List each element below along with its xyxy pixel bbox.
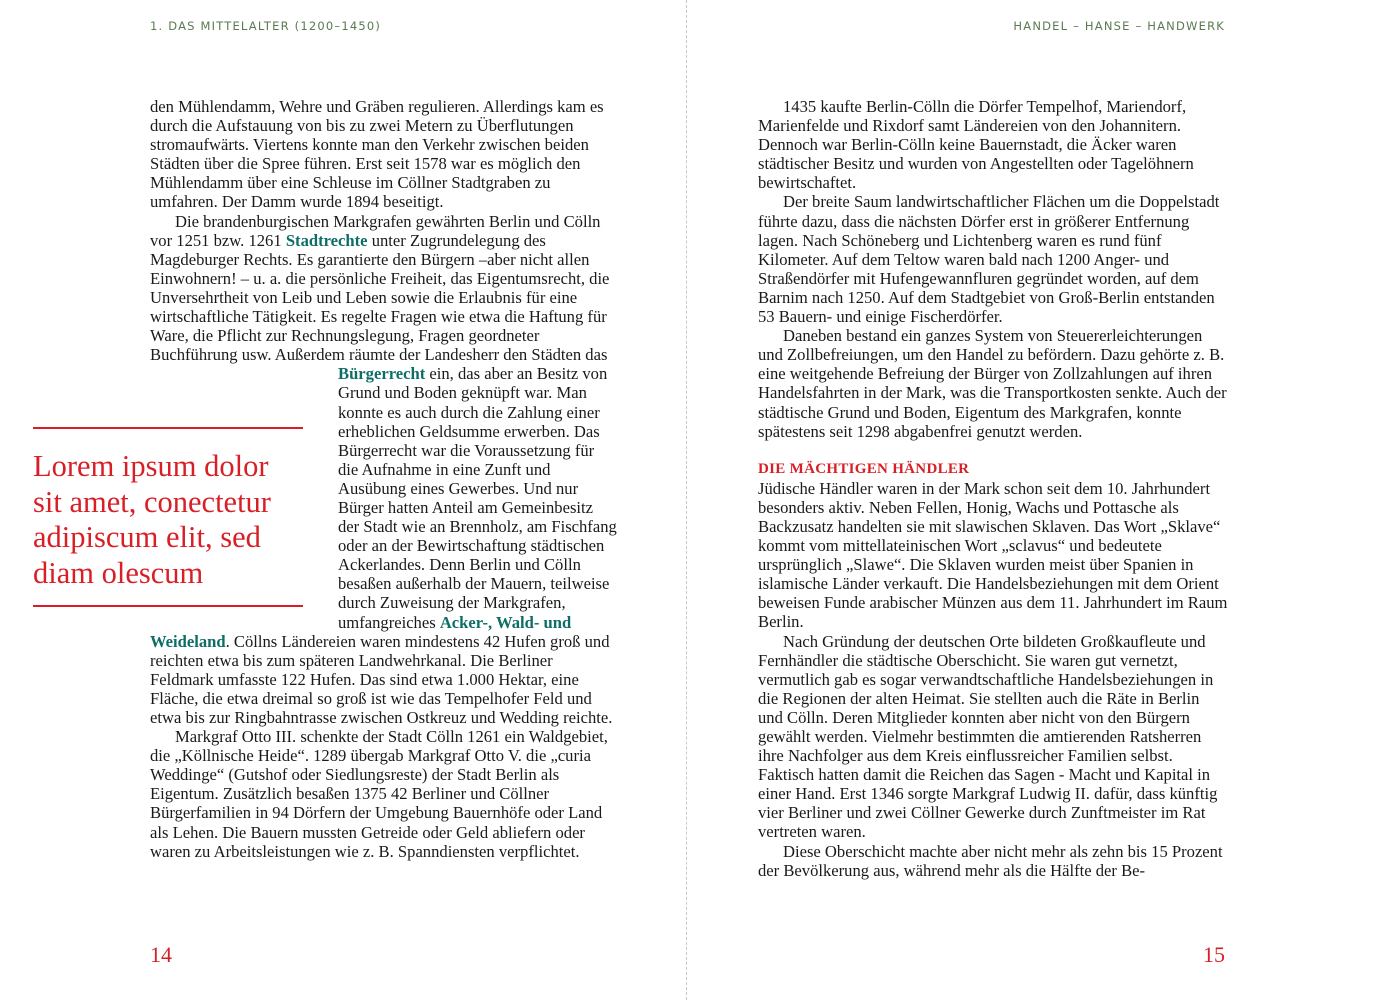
pull-quote-text: Lorem ipsum dolor sit amet, conectetur adipiscum elit, sed diam olescum	[33, 449, 271, 590]
page-number-right: 15	[1203, 942, 1225, 967]
left-page	[0, 0, 686, 1000]
pull-quote-bottom-rule	[33, 605, 303, 607]
right-paragraph-2: Der breite Saum landwirtschaftlicher Flächen um die Doppelstadt führte dazu, dass die nächsten Dörfer erst in größerer Entfernung lagen. Nach Schöneberg und Lichtenberg waren es rund fünf Kilometer. Auf dem Teltow waren bald nach 1200 Anger- und Straßendörfer mit Hufengewannfluren gegründet worden, auf dem Barnim nach 1250. Auf dem Stadtgebiet von Groß-Berlin entstanden 53 Bauern- und einige Fischerdörfer.	[758, 192, 1220, 327]
left-paragraph-2-part-c: ein, das aber an Besitz von Grund und Boden geknüpft war. Man konnte es auch durch die Zahlung einer erheblichen Geldsumme erwerben. Das Bürgerrecht war die Voraussetzung für die Aufnahme in eine Zunft und Ausübung eines Gewerbes. Und nur Bürger hatten Anteil am Gemeinbesitz der Stadt wie an Brennholz, am Fischfang oder an der Bewirtschaftung städtischen Ackerlandes. Denn Berlin und Cölln besaßen außerhalb der Mauern, teilweise durch Zuweisung der Markgrafen, umfangreiches	[338, 364, 617, 632]
keyword-stadtrechte: Stadtrechte	[285, 230, 368, 250]
keyword-acker-wald-weideland: Acker-, Wald- und Weideland	[150, 612, 572, 651]
right-paragraph-4: Jüdische Händler waren in der Mark schon seit dem 10. Jahrhundert besonders aktiv. Neben Fellen, Honig, Wachs und Pottasche als Backzusatz handelten sie mit slawischen Sklaven. Das Wort „Sklave“ kommt vom mittellateinischen Wort „sclavus“ und bedeutete ursprünglich „Slawe“. Die Sklaven wurden meist über Spanien in islamische Länder verkauft. Die Handelsbeziehungen mit dem Orient beweisen Funde arabischer Münzen aus dem 11. Jahrhundert im Raum Berlin.	[758, 478, 1228, 632]
pull-quote	[33, 427, 303, 607]
gutter-divider	[686, 0, 687, 1000]
right-paragraph-6: Diese Oberschicht machte aber nicht mehr als zehn bis 15 Prozent der Bevölkerung aus, während mehr als die Hälfte der Be-	[758, 841, 1223, 880]
right-page	[688, 0, 1375, 1000]
right-paragraph-1: 1435 kaufte Berlin-Cölln die Dörfer Tempelhof, Mariendorf, Marienfelde und Rixdorf samt Ländereien von den Johannitern. Dennoch war Berlin-Cölln keine Bauernstadt, die Äcker waren städtischer Besitz und wurden von Angestellten oder Tagelöhnern bewirtschaftet.	[758, 97, 1194, 193]
left-paragraph-2-part-d: . Cöllns Ländereien waren mindestens 42 Hufen groß und reichten etwa bis zum späteren Landwehrkanal. Die Berliner Feldmark umfasste 122 Hufen. Das sind etwa 1.000 Hektar, eine Fläche, die etwa dreimal so groß ist wie das Tempelhofer Feld und etwa bis zur Ringbahntrasse zwischen Ostkreuz und Wedding reichte.	[150, 631, 613, 727]
left-paragraph-3: Markgraf Otto III. schenkte der Stadt Cölln 1261 ein Waldgebiet, die „Köllnische Heide“. 1289 übergab Markgraf Otto V. die „curia Weddinge“ (Gutshof oder Siedlungsreste) der Stadt Berlin als Eigentum. Zusätzlich besaßen 1375 42 Berliner und Cöllner Bürgerfamilien in 94 Dörfern der Umgebung Bauernhöfe oder Land als Lehen. Die Bauern mussten Getreide oder Geld abliefern oder waren zu Arbeitsleistungen wie z. B. Spanndiensten verpflichtet.	[150, 727, 608, 861]
section-heading: DIE MÄCHTIGEN HÄNDLER	[758, 460, 970, 477]
left-paragraph-1: den Mühlendamm, Wehre und Gräben regulieren. Allerdings kam es durch die Aufstauung von bis zu zwei Metern zu Überflutungen stromaufwärts. Viertens konnte man den Verkehr zwischen beiden Städten über die Spree führen. Erst seit 1578 war es möglich den Mühlendamm über eine Schleuse im Cöllner Stadtgraben zu umfahren. Der Damm wurde 1894 beseitigt.	[150, 97, 604, 212]
page-number-left: 14	[150, 942, 172, 967]
right-paragraph-3: Daneben bestand ein ganzes System von Steuererleichterungen und Zollbefreiungen, um den Handel zu befördern. Dazu gehörte z. B. eine weitgehende Befreiung der Bürger von Zollzahlungen auf ihren Handelsfahrten in der Mark, was die Transportkosten senkte. Auch der städtische Grund und Boden, Eigentum des Markgrafen, konnte spätestens seit 1298 abgabenfrei genutzt werden.	[758, 326, 1227, 441]
running-head-right: HANDEL – HANSE – HANDWERK	[1013, 19, 1225, 33]
right-body-text	[758, 97, 1228, 880]
running-head-left: 1. DAS MITTELALTER (1200–1450)	[150, 19, 382, 33]
keyword-buergerrecht: Bürgerrecht	[338, 364, 426, 384]
left-paragraph-2-part-a: Die brandenburgischen Markgrafen gewährten Berlin und Cölln vor 1251 bzw. 1261	[150, 211, 601, 250]
right-paragraph-5: Nach Gründung der deutschen Orte bildeten Großkaufleute und Fernhändler die städtische Oberschicht. Sie waren gut vernetzt, vermutlich gab es sogar verwandtschaftliche Handelsbeziehungen in die Regionen der alten Heimat. Sie stellten auch die Räte in Berlin und Cölln. Deren Mitglieder konnten aber nicht von den Bürgern gewählt werden. Vielmehr bestimmten die amtierenden Ratsherren ihre Nachfolger aus dem Kreis einflussreicher Familien selbst. Faktisch hatten damit die Reichen das Sagen - Macht und Kapital in einer Hand. Erst 1346 sorgte Markgraf Ludwig II. dafür, dass künftig vier Berliner und zwei Cöllner Gewerke durch Zunftmeister im Rat vertreten waren.	[758, 631, 1218, 842]
left-paragraph-2-part-b: unter Zugrundelegung des Magdeburger Rechts. Es garantierte den Bürgern –aber nicht allen Einwohnern! – u. a. die persönliche Freiheit, das Eigentumsrecht, die Unversehrtheit von Leib und Leben sowie die Erlaubnis für eine wirtschaftliche Tätigkeit. Es regelte Fragen wie etwa die Haftung für Ware, die Pflicht zur Rechnungslegung, Fragen geordneter Buchführung usw. Außerdem räumte der Landesherr den Städten das	[150, 230, 610, 365]
